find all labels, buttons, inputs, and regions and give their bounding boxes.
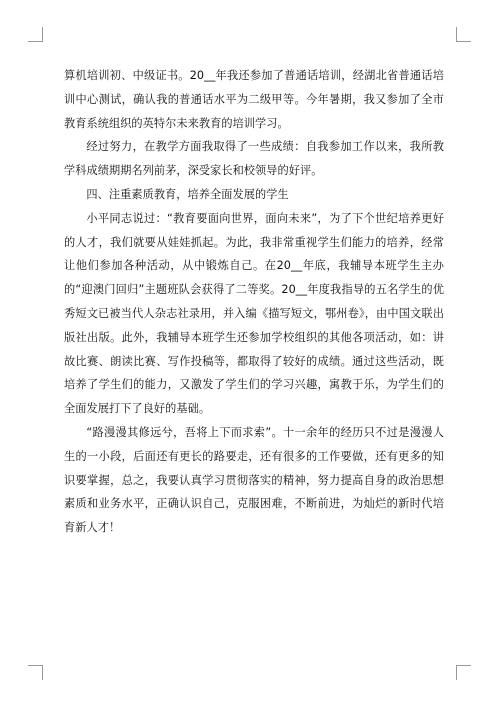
crop-mark-top-left <box>28 27 43 42</box>
paragraph-conclusion: “路漫漫其修远兮，吾将上下而求索”。十一余年的经历只不过是漫漫人生的一小段，后面还有更长的路要走，还有很多的工作要做，还有更多的知识要掌握，总之，我要认真学习贯彻落实的精神，努力提高自身的政治思想素质和业务水平，正确认识自己，克服困难，不断前进，为灿烂的新时代培育新人才！ <box>64 425 444 535</box>
crop-mark-top-right <box>456 27 471 42</box>
paragraph-student-development: 小平同志说过：“教育要面向世界，面向未来”，为了下个世纪培养更好的人才，我们就要从娃娃抓起。为此，我非常重视学生们能力的培养，经常让他们参加各种活动，从中锻炼自己。在20__年底，我辅导本班学生主办的“迎澳门回归”主题班队会获得了二等奖。20__年度我指导的五名学生的优秀短文已被当代人杂志社录用，并入编《描写短文，鄂州卷》，由中国文联出版社出版。此外，我辅导本班学生还参加学校组织的其他各项活动，如：讲故比赛、朗读比赛、写作投稿等，都取得了较好的成绩。通过这些活动，既培养了学生们的能力，又激发了学生们的学习兴趣，寓教于乐，为学生们的全面发展打下了良好的基础。 <box>64 211 444 416</box>
paragraph-achievements: 经过努力，在教学方面我取得了一些成绩：自我参加工作以来，我所教学科成绩期期名列前茅，深受家长和校领导的好评。 <box>64 140 444 178</box>
section-heading-quality-education: 四、注重素质教育，培养全面发展的学生 <box>86 187 289 201</box>
document-body <box>64 64 444 540</box>
crop-mark-bottom-left <box>28 665 43 680</box>
paragraph-training: 算机培训初、中级证书。20__年我还参加了普通话培训，经湖北省普通话培训中心测试，确认我的普通话水平为二级甲等。今年暑期，我又参加了全市教育系统组织的英特尔未来教育的培训学习。 <box>64 69 444 130</box>
crop-mark-bottom-right <box>456 665 471 680</box>
